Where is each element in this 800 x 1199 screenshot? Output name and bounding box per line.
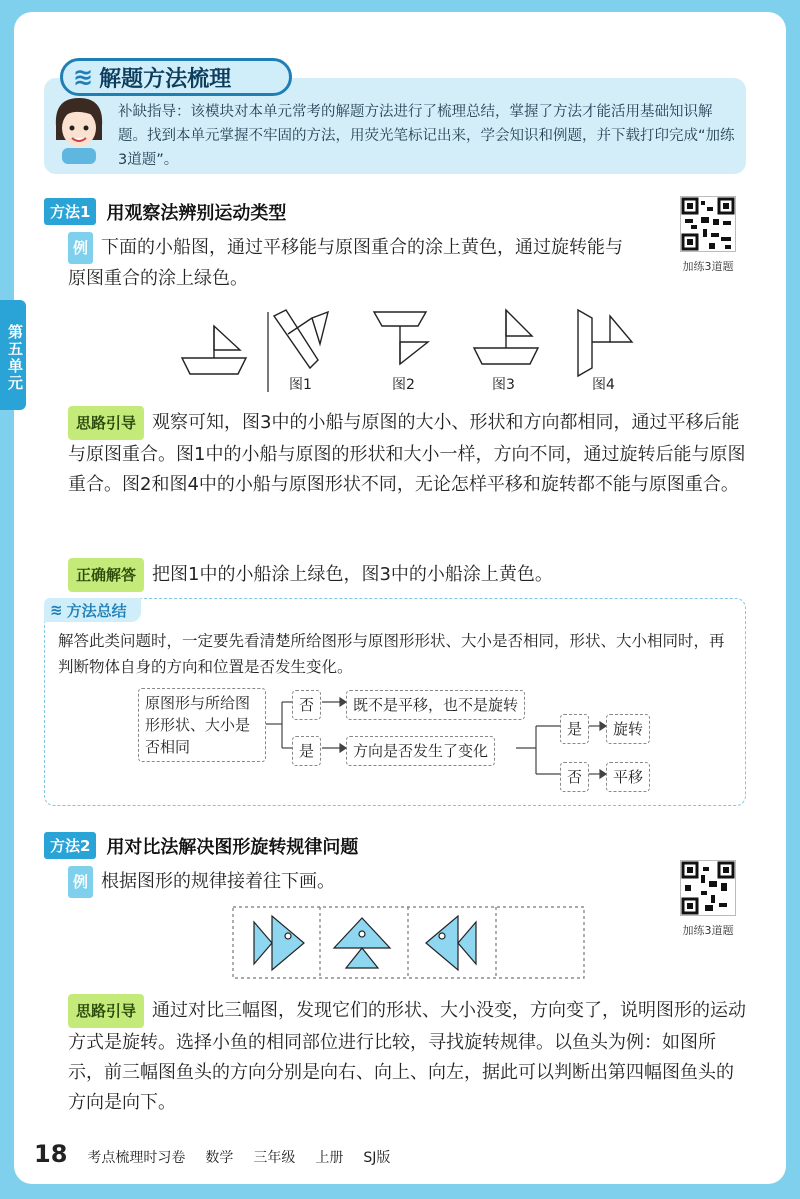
book-name: 考点梳理时习卷: [87, 1150, 186, 1166]
method2-title: 用对比法解决图形旋转规律问题: [106, 836, 359, 858]
flow-no-2-result: 平移: [606, 762, 650, 792]
method1-example: [68, 232, 628, 294]
summary-tag-text: 方法总结: [66, 601, 127, 620]
method2-example: [68, 866, 628, 898]
fish-left: [426, 916, 476, 970]
method1-qr-label: 加练3道题: [682, 260, 734, 273]
fish-right: [254, 916, 304, 970]
grade: 三年级: [253, 1150, 296, 1166]
term: 上册: [315, 1150, 344, 1166]
qr-code-icon: [680, 196, 736, 252]
example-tag: 例: [68, 866, 93, 898]
method1-example-text: 下面的小船图，通过平移能与原图重合的涂上黄色，通过旋转能与原图重合的涂上绿色。: [68, 237, 624, 289]
unit-side-tab: 第五单元: [0, 300, 26, 410]
flow-yes-2: 是: [560, 714, 589, 744]
flow-no-1-result: 既不是平移，也不是旋转: [346, 690, 525, 720]
summary-text: 解答此类问题时，一定要先看清楚所给图形与原图形形状、大小是否相同，形状、大小相同时，再判断物体自身的方向和位置是否发生变化。: [58, 632, 725, 676]
method1-answer: [68, 558, 748, 592]
example-tag: 例: [68, 232, 93, 264]
fish-sequence: [232, 906, 586, 980]
method2-thinking-text: 通过对比三幅图，发现它们的形状、大小没变，方向变了，说明图形的运动方式是旋转。选择小鱼的相同部位进行比较，寻找旋转规律。以鱼头为例：如图所示，前三幅图鱼头的方向分别是向右、向上、向左，据此可以判断出第四幅图鱼头的方向是向下。: [68, 1000, 747, 1113]
method2-header: [44, 832, 358, 859]
figure-1-boat: [274, 310, 328, 368]
figure-4-boat: [578, 310, 632, 376]
figure-2-boat: [374, 312, 428, 364]
flow-no-1: 否: [292, 690, 321, 720]
section-title: [60, 58, 292, 96]
section-title-text: 解题方法梳理: [99, 66, 232, 92]
thinking-tag: 思路引导: [68, 994, 144, 1028]
flow-start: 原图形与所给图形形状、大小是否相同: [138, 688, 266, 762]
method2-tag: 方法2: [44, 832, 96, 859]
subject: 数学: [205, 1150, 234, 1166]
qr-code-icon: [680, 860, 736, 916]
wave-icon: ≋: [50, 601, 63, 619]
method1-qr[interactable]: [680, 196, 736, 274]
page-footer: [34, 1140, 390, 1168]
figure-3-boat: [474, 310, 538, 364]
method1-thinking: [68, 406, 748, 500]
original-boat: [182, 326, 246, 374]
girl-avatar-icon: [48, 92, 110, 164]
method1-thinking-text: 观察可知，图3中的小船与原图的大小、形状和方向都相同，通过平移后能与原图重合。图1中的小船与原图的形状和大小一样，方向不同，通过旋转后能与原图重合。图2和图4中的小船与原图形状不同，无论怎样平移和旋转都不能与原图重合。: [68, 412, 746, 495]
fig-label-2: 图2: [392, 377, 415, 393]
flow-no-2: 否: [560, 762, 589, 792]
method1-answer-text: 把图1中的小船涂上绿色，图3中的小船涂上黄色。: [152, 564, 553, 585]
page-number: 18: [34, 1140, 68, 1168]
method1-tag: 方法1: [44, 198, 96, 225]
fig-label-3: 图3: [492, 377, 515, 393]
method2-thinking: [68, 994, 748, 1118]
answer-tag: 正确解答: [68, 558, 144, 592]
guide-text: 补缺指导：该模块对本单元常考的解题方法进行了梳理总结，掌握了方法才能活用基础知识解题。找到本单元掌握不牢固的方法，用荧光笔标记出来，学会知识和例题，并下载打印完成“加练3道题”。: [118, 104, 735, 168]
fish-up: [334, 918, 390, 968]
edition: SJ版: [363, 1150, 391, 1166]
method2-qr[interactable]: [680, 860, 736, 938]
flow-question-2: 方向是否发生了变化: [346, 736, 495, 766]
thinking-tag: 思路引导: [68, 406, 144, 440]
method1-header: [44, 198, 286, 225]
method1-title: 用观察法辨别运动类型: [106, 202, 287, 224]
fig-label-4: 图4: [592, 377, 615, 393]
flow-yes-2-result: 旋转: [606, 714, 650, 744]
flow-yes-1: 是: [292, 736, 321, 766]
method2-qr-label: 加练3道题: [682, 924, 734, 937]
fig-label-1: 图1: [289, 377, 312, 393]
summary-tag: [44, 598, 141, 622]
wave-icon: ≋: [73, 63, 94, 91]
method2-example-text: 根据图形的规律接着往下画。: [101, 871, 336, 892]
